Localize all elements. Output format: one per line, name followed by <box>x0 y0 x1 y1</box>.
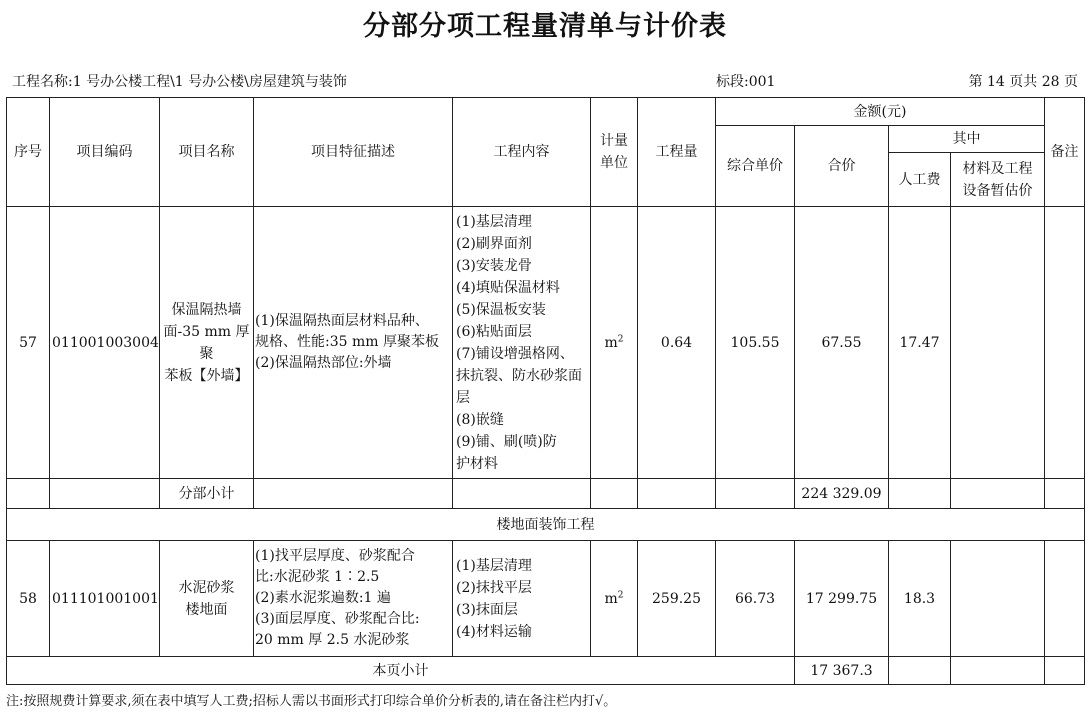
col-header-remark: 备注 <box>1045 98 1085 207</box>
subtotal-row <box>7 479 1085 509</box>
row-item-name: 保温隔热墙 面-35 mm 厚聚 苯板【外墙】 <box>160 207 254 479</box>
row-no: 58 <box>7 541 50 657</box>
row-code: 011001003004 <box>50 207 160 479</box>
page-title: 分部分项工程量清单与计价表 <box>363 11 727 42</box>
col-header-unit: 计量 单位 <box>591 98 638 207</box>
row-remark <box>1045 541 1085 657</box>
project-name: 工程名称:1 号办公楼工程\1 号办公楼\房屋建筑与装饰 <box>12 74 347 90</box>
row-item-name: 水泥砂浆 楼地面 <box>160 541 254 657</box>
row-features: (1)保温隔热面层材料品种、 规格、性能:35 mm 厚聚苯板 (2)保温隔热部位:外墙 <box>254 207 453 479</box>
col-header-labor: 人工费 <box>889 153 951 207</box>
row-labor: 17.47 <box>889 207 951 479</box>
row-unit: $m^2$ <box>591 541 638 657</box>
row-quantity: 259.25 <box>638 541 716 657</box>
col-header-unit-price: 综合单价 <box>716 126 795 207</box>
table-row <box>7 207 1085 479</box>
section-row <box>7 509 1085 541</box>
subtotal-total: 224 329.09 <box>795 479 889 509</box>
col-header-features: 项目特征描述 <box>254 98 453 207</box>
row-code: 011101001001 <box>50 541 160 657</box>
section-label: 标段:001 <box>716 74 776 90</box>
section-title: 楼地面装饰工程 <box>7 509 1085 541</box>
col-header-material: 材料及工程 设备暂估价 <box>951 153 1045 207</box>
page-subtotal-label: 本页小计 <box>7 657 795 685</box>
row-features: (1)找平层厚度、砂浆配合 比:水泥砂浆 1∶2.5 (2)素水泥浆遍数:1 遍 (3)面层厚度、砂浆配合比: 20 mm 厚 2.5 水泥砂浆 <box>254 541 453 657</box>
col-header-work: 工程内容 <box>453 98 591 207</box>
col-header-no: 序号 <box>7 98 50 207</box>
page-subtotal-total: 17 367.3 <box>795 657 889 685</box>
col-header-code: 项目编码 <box>50 98 160 207</box>
row-remark <box>1045 207 1085 479</box>
col-header-quantity: 工程量 <box>638 98 716 207</box>
row-unit-price: 66.73 <box>716 541 795 657</box>
row-material <box>951 207 1045 479</box>
row-labor: 18.3 <box>889 541 951 657</box>
col-header-amount: 金额(元) <box>716 98 1045 126</box>
row-total: 67.55 <box>795 207 889 479</box>
row-work-content: (1)基层清理 (2)刷界面剂 (3)安装龙骨 (4)填贴保温材料 (5)保温板安装 (6)粘贴面层 (7)铺设增强格网、 抹抗裂、防水砂浆面 层 (8)嵌缝 (9)铺、刷(喷)防 护材料 <box>453 207 591 479</box>
row-total: 17 299.75 <box>795 541 889 657</box>
footnote: 注:按照规费计算要求,须在表中填写人工费;招标人需以书面形式打印综合单价分析表的,请在备注栏内打√。 <box>6 694 617 709</box>
row-unit-price: 105.55 <box>716 207 795 479</box>
subtotal-label: 分部小计 <box>160 479 254 509</box>
row-quantity: 0.64 <box>638 207 716 479</box>
col-header-name: 项目名称 <box>160 98 254 207</box>
row-work-content: (1)基层清理 (2)抹找平层 (3)抹面层 (4)材料运输 <box>453 541 591 657</box>
table-row <box>7 541 1085 657</box>
page-counter: 第 14 页共 28 页 <box>968 74 1078 90</box>
col-header-of-which: 其中 <box>889 126 1045 153</box>
col-header-total: 合价 <box>795 126 889 207</box>
row-material <box>951 541 1045 657</box>
bill-table <box>6 97 1085 685</box>
row-unit: $m^2$ <box>591 207 638 479</box>
row-no: 57 <box>7 207 50 479</box>
page-subtotal-row <box>7 657 1085 685</box>
